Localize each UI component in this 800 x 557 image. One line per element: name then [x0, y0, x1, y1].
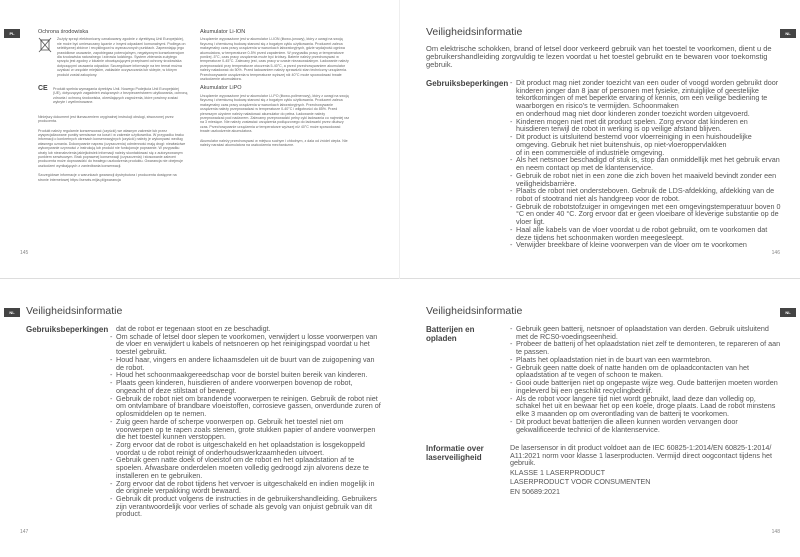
page-number: 147	[20, 529, 29, 535]
section-label-line: Informatie over	[426, 444, 484, 453]
paragraph: Szczegółowe informacje o warunkach gwarancji dystrybutora i producenta dostępne na stronie internetowej https://serwis.mijia.pl/gwarancja	[38, 173, 177, 182]
page-number: 146	[771, 250, 780, 256]
list-item: - Verwijder breekbare of kleine voorwerpen van de vloer om te voorkomen	[510, 241, 782, 249]
list-item: - Gebruik dit product volgens de instructies in de gebruikershandleiding. Gebruikers zijn verantwoordelijk voor verlies of schade als gevolg van onjuist gebruik van dit product.	[110, 495, 382, 518]
list-item: - Als het netsnoer beschadigd of stuk is, stop dan onmiddellijk met het gebruik ervan en neem contact op met de klantenservice.	[510, 156, 782, 171]
environment-column	[38, 30, 188, 187]
usage-restrictions-section	[26, 325, 382, 518]
page-title: Veiligheidsinformatie	[426, 305, 523, 317]
crossed-bin-icon	[38, 37, 52, 53]
battery-column	[200, 30, 350, 152]
section-label: Gebruiksbeperkingen	[426, 79, 509, 88]
usage-restrictions-section	[426, 79, 782, 249]
list-item: - Als de robot voor langere tijd niet wordt gebruikt, laad deze dan volledig op, schakel het uit en bewaar het op een koele, droge plaats. Laad de robot minstens elke 3 maanden op om overontlading van de batterij te voorkomen.	[510, 395, 782, 418]
paragraph: Urządzenie wyposażone jest w akumulator Li-ION (litowo-jonowy), który z uwagi na swoją fizyczną i chemiczną budowę stanowi się z bogatym cyklu użytkowania. Producent zaleca maksymalny czas pracy urządzenia w warunkach laboratoryjnych, gdzie wydajność ogniwa akumulatora, w temperaturze 0-5% przed zapaleniem. W przypadku pracy w temperaturze poniżej -5°C, czas pracy urządzenia może być krótszy. Baterie należy przechowywać w temperaturze 0-45°C. Zalecany jest, czas pracy w czasie niezauważalnym. Ładowanie należy przeprowadzić przy temperaturze otoczenia 5-40°C, a przed przechowywaniem akumulator należy naładować do 50%. Przed ładowaniem należy sprawdzić stan techniczny urządzenia. Przechowywanie urządzenia w temperaturze wyższej niż 40°C może spowodować trwałe uszkodzenie akumulatora.	[200, 37, 349, 82]
section-heading: Ochrona środowiska	[38, 29, 89, 35]
section-label-line: laserveiligheid	[426, 453, 482, 462]
section-label	[426, 325, 510, 343]
list-item: - Gebruik geen natte doek of vloeistof om de robot en het oplaadstation af te spoelen. Afwasbare onderdelen moeten volledig gedroogd zijn alvorens deze te installeren en te gebruiken.	[110, 456, 382, 479]
page-pl-145	[0, 0, 400, 278]
page-title: Veiligheidsinformatie	[26, 305, 123, 317]
section-label	[426, 444, 510, 462]
section-label: Gebruiksbeperkingen	[26, 325, 109, 334]
list-item: - Dit product is uitsluitend bestemd voor vloerreiniging in een huishoudelijke omgeving. Gebruik het niet buitenshuis, op niet-vloeroppervlakken	[510, 133, 782, 148]
list-item: - Haal alle kabels van de vloer voordat u de robot gebruikt, om te voorkomen dat deze tijdens het schoonmaken worden meegesleept.	[510, 226, 782, 241]
list-item: - Kinderen mogen niet met dit product spelen. Zorg ervoor dat kinderen en huisdieren terwijl de robot in werking is op veilige afstand blijven.	[510, 118, 782, 133]
list-item: - Dit product mag niet zonder toezicht van een ouder of voogd worden gebruikt door kinderen jonger dan 8 jaar of personen met fysieke, zintuiglijke of geestelijke tekortkomingen of met beperkte ervaring of kennis, om een veilige bediening te waarborgen en risico's te vermijden. Schoonmaken	[510, 79, 782, 109]
page-number: 145	[20, 250, 29, 256]
list-item: dat de robot er tegenaan stoot en ze beschadigt.	[116, 324, 271, 333]
paragraph: Produkt należy regularnie konserwować (czyścić) we własnym zakresie lub przez wyspecjalizowane punkty serwisowe na koszt i w zakresie użytkownika. W przypadku braku informacji o konkretnych okresach konserwacyjnych (czyścić) należy je wykonywać według własnego uznania. Dokonywanie napraw (czyszczenia) odmienność mają drogi: niewłaściwe wykonywanie czynności z instrukcją lub produkt nie funkcjonuje poprawnie. W przypadku utraty lub nieznalezienia jakiejkolwiek informacji należy skontaktować się z autoryzowanym punktem serwisowym. Brak poprawnej konserwacji (czyszczenia) i stosowanie zaleceń producenta może doprowadzić do trwałego uszkodzenia produktu. Gwarancja nie obejmuje uszkodzeń wynikających z zaniedbania konserwacji.	[38, 128, 186, 168]
list-item: - Gebruik de robot niet in een zone die zich boven het maaiveld bevindt zonder een veiligheidsbarrière.	[510, 172, 782, 187]
laser-class-label: KLASSE 1 LASERPRODUCT	[510, 467, 606, 477]
paragraph: Akumulator należy przechowywać w miejscu suchym i chłodnym, z dala od źródeł ciepła. Nie należy narażać akumulatora na uszkodzenia mechaniczne.	[200, 138, 348, 147]
intro-paragraph: Om elektrische schokken, brand of letsel door verkeerd gebruik van het toestel te voorkomen, dient u de gebruikershandleiding zorgvuldig te lezen voordat u het toestel gebruikt en te bewaren voor toekomstig gebruik.	[426, 44, 772, 70]
paragraph: Niniejszy dokument jest tłumaczeniem oryginalnej instrukcji obsługi, stworzonej przez producenta.	[38, 114, 174, 124]
paragraph: Urządzenie wyposażone jest w akumulator LI-PO (litowo-polimerowy), który z uwagi na swoją fizyczną i chemiczną budowę stanowi się z bogatym cyklu użytkowania. Producent zaleca maksymalny czas pracy urządzenia w warunkach laboratoryjnych. Przechowywanie urządzenia należy przeprowadzać w temperaturze 0-40°C i wilgotności do 85%. Przed pierwszym użyciem należy naładować akumulator do pełna. Ładowanie należy przeprowadzać pod nadzorem. Zalecamy przeprowadzić pełny cykl ładowania co najmniej raz na 3 miesiące. Nie należy zostawiać urządzenia podłączonego do ładowarki przez dłuższy czas. Przechowywanie urządzenia w temperaturze wyższej niż 40°C może spowodować trwałe uszkodzenie akumulatora.	[200, 93, 350, 134]
list-item: en onderhoud mag niet door kinderen zonder toezicht worden uitgevoerd.	[516, 108, 750, 118]
laser-text	[510, 444, 782, 467]
ce-mark-icon: CE	[38, 85, 48, 93]
language-tab: PL	[4, 29, 20, 38]
laser-consumer-label: LASERPRODUCT VOOR CONSUMENTEN	[510, 477, 651, 487]
list-item: - Probeer de batterij of het oplaadstation niet zelf te demonteren, te repareren of aan te passen.	[510, 340, 782, 355]
section-label-line: Batterijen en	[426, 325, 475, 334]
page-number: 148	[771, 529, 780, 535]
list-item: of in een commerciële of industriële omgeving.	[516, 147, 665, 157]
page-title: Veiligheidsinformatie	[426, 26, 523, 38]
list-item: - Plaats het oplaadstation niet in de buurt van een warmtebron.	[510, 356, 782, 364]
language-tab: NL	[4, 308, 20, 317]
list-item: - Houd haar, vingers en andere lichaamsdelen uit de buurt van de zuigopening van de robot.	[110, 356, 382, 371]
page-nl-147	[0, 279, 400, 557]
list-item: - Zorg ervoor dat de robot tijdens het vervoer is uitgeschakeld en indien mogelijk in de originele verpakking wordt bewaard.	[110, 480, 382, 495]
list-item: - Plaats geen kinderen, huisdieren of andere voorwerpen bovenop de robot, ongeacht of deze stilstaat of beweegt.	[110, 379, 382, 394]
list-item: - Gebruik geen batterij, netsnoer of oplaadstation van derden. Gebruik uitsluitend met de RCS0-voedingseenheid.	[510, 325, 782, 340]
laser-safety-section	[426, 444, 782, 498]
language-tab: NL	[780, 308, 796, 317]
list-item: - Gebruik geen natte doek of natte handen om de oplaadcontacten van het oplaadstation af te vegen of schoon te maken.	[510, 364, 782, 379]
page-nl-146	[400, 0, 800, 278]
list-item: - Dit product bevat batterijen die alleen kunnen worden vervangen door gekwalificeerde technici of de klantenservice.	[510, 418, 782, 433]
list-item: - Gooi oude batterijen niet op ongepaste wijze weg. Oude batterijen moeten worden ingeleverd bij een geschikt recyclingbedrijf.	[510, 379, 782, 394]
laser-line: De lasersensor in dit product voldoet aan de IEC 60825-1:2014/EN 60825-1:2014/	[510, 443, 772, 452]
page-nl-148	[400, 279, 800, 557]
section-heading: Akumulator Li-ION	[200, 29, 246, 35]
laser-standard: EN 50689:2021	[510, 486, 560, 496]
list-item: - Om schade of letsel door slepen te voorkomen, verwijdert u losse voorwerpen van de vloer en verwijdert u kabels of netsnoeren op het reinigingspad voordat u het toestel gebruikt.	[110, 333, 382, 356]
paragraph: Produkt spełnia wymagania dyrektyw Unii. Nowego Podejścia Unii Europejskiej (UE), dotyczących zagadnień związanych z bezpieczeństwem użytkowania, ochroną zdrowia i ochroną środowiska, określających zagrożenia, które powinny zostać wykryte i wyeliminowane.	[53, 87, 188, 105]
list-item: - Zuig geen harde of scherpe voorwerpen op. Gebruik het toestel niet om voorwerpen op te rapen zoals stenen, grote stukken papier of andere voorwerpen die het toestel kunnen verstoppen.	[110, 418, 382, 441]
laser-line: A11:2021 norm voor klasse 1 laserproducten. Vermijd direct oogcontact tijdens het gebruik.	[510, 450, 772, 468]
batteries-section	[426, 325, 782, 433]
list-item: - Houd het schoonmaakgereedschap voor de borstel buiten bereik van kinderen.	[110, 371, 382, 379]
language-tab: NL	[780, 29, 796, 38]
section-heading: Akumulator LiPO	[200, 85, 242, 92]
list-item: - Gebruik de robot niet om brandende voorwerpen te reinigen. Gebruik de robot niet om ontvlambare of brandbare vloeistoffen, corrosieve gassen, onverdunde zuren of oplosmiddelen op te nemen.	[110, 395, 382, 418]
list-item: - Gebruik de robotstofzuiger in omgevingen met een omgevingstemperatuur boven 0 °C en onder 40 °C. Zorg ervoor dat er geen vloeibare of kleverige substantie op de vloer ligt.	[510, 203, 782, 226]
paragraph: Zużyty sprzęt elektroniczny oznakowany zgodnie z dyrektywą Unii Europejskiej, nie może być umieszczany łącznie z innymi odpadami komunalnymi. Podlega on selektywnej zbiórce i recyklingowi w wyznaczonych punktach. Zapewniając jego prawidłowe usuwanie, zapobiegasz potencjalnym, negatywnym konsekwencjom dla środowiska naturalnego i zdrowia ludzkiego. System zbierania zużytego sprzętu jest zgodny z lokalnie obowiązującymi przepisami ochrony środowiska dotyczącymi usuwania odpadów. Szczegółowe informacje na ten temat można uzyskać w urzędzie miejskim, zakładzie oczyszczania lub sklepie, w którym produkt został zakupiony.	[57, 37, 186, 77]
section-label-line: opladen	[426, 334, 457, 343]
list-item: - Plaats de robot niet ondersteboven. Gebruik de LDS-afdekking, afdekking van de robot of stootrand niet als handgreep voor de robot.	[510, 187, 782, 202]
list-item: - Zorg ervoor dat de robot is uitgeschakeld en het oplaadstation is losgekoppeld voordat u de robot reinigt of onderhoudswerkzaamheden uitvoert.	[110, 441, 382, 456]
